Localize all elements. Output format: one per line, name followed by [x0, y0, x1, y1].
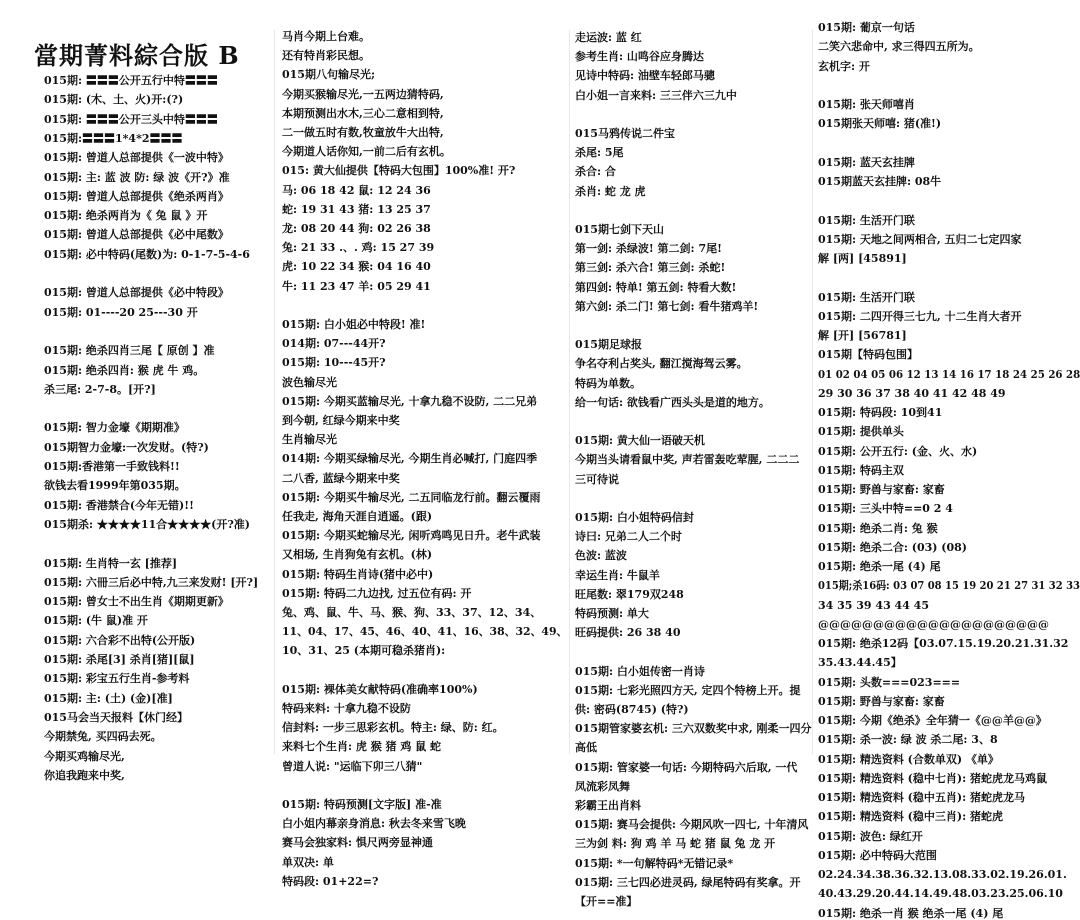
- text-line: 35.43.44.45】: [818, 656, 902, 670]
- text-line: 015期【特码包围】: [818, 348, 918, 362]
- text-line: 蛇: 19 31 43 猪: 13 25 37: [282, 202, 431, 216]
- text-line: 兔、鸡、鼠、牛、马、猴、狗、33、37、12、34、: [282, 606, 542, 619]
- text-line: 虎: 10 22 34 猴: 04 16 40: [282, 260, 431, 274]
- text-line: 015期: 必中特码大范围: [818, 848, 937, 862]
- text-line: 旺码提供: 26 38 40: [575, 626, 681, 640]
- text-line: 玄机字: 开: [818, 59, 870, 73]
- text-line: 015期: 香港禁合(今年无错)!!: [44, 498, 194, 512]
- text-line: 杀合: 合: [575, 165, 616, 179]
- text-line: 015期八句输尽光;: [282, 68, 376, 82]
- column-divider: [569, 30, 570, 754]
- text-line: 见诗中特码: 油壁车轻郎马骢: [575, 69, 715, 83]
- text-line: 幸运生肖: 牛鼠羊: [575, 568, 660, 582]
- text-line: 今期禁兔, 买四码去死。: [44, 730, 162, 744]
- text-line: 40.43.29.20.44.14.49.48.03.23.25.06.10: [818, 887, 1063, 901]
- text-line: 015期: 生活开门联: [818, 290, 915, 304]
- text-line: 争名夺利占奖头, 翻江搅海驾云雾。: [575, 357, 748, 371]
- text-line: 014期: 07---44开?: [282, 337, 386, 351]
- text-line: 29 30 36 37 38 40 41 42 48 49: [818, 386, 1006, 400]
- text-line: 015期: 彩宝五行生肖-参考料: [44, 672, 190, 686]
- text-line: 015期: 波色: 绿红开: [818, 829, 923, 843]
- text-line: 马肖今期上台难。: [282, 30, 370, 43]
- text-line: 015期:香港第一手致钱料!!: [44, 460, 180, 473]
- text-line: 015期: 绝杀二肖: 兔 猴: [818, 521, 938, 535]
- text-line: 015期: 蓝天玄挂牌: [818, 155, 915, 169]
- text-line: 兔: 21 33 .、. 鸡: 15 27 39: [282, 241, 435, 255]
- text-line: 015期;杀16码: 03 07 08 15 19 20 21 27 31 32 33: [818, 579, 1080, 593]
- text-line: 二八香, 蓝绿今期来中奖: [282, 471, 400, 485]
- text-line: 特码段: 01+22=?: [282, 874, 379, 888]
- text-line: 还有特肖彩民想。: [282, 49, 370, 63]
- text-line: 015期: 今期《绝杀》全年猜一《@@羊@@》: [818, 714, 1047, 727]
- text-line: 015期: 白小姐传密一肖诗: [575, 664, 705, 678]
- text-line: 015期: 二四开得三七九, 十二生肖大者开: [818, 309, 1022, 323]
- column-divider: [274, 30, 275, 754]
- text-line: 015期: 曾道人总部提供《一波中特》: [44, 151, 229, 165]
- text-line: 任我走, 海角天涯自逍遥。(跟): [282, 510, 433, 523]
- text-line: 015期: 绝杀12码【03.07.15.19.20.21.31.32: [818, 637, 1069, 650]
- text-line: 今期买猴输尽光,一五两边猜特码,: [282, 87, 444, 101]
- text-line: 015期: 主: 蓝 波 防: 绿 波《开?》准: [44, 170, 230, 184]
- text-line: 白小姐内幕亲身消息: 秋去冬来雪飞晚: [282, 817, 466, 831]
- text-line: 旺尾数: 翠179双248: [575, 587, 684, 601]
- text-line: 015期: 必中特码(尾数)为: 0-1-7-5-4-6: [44, 247, 250, 261]
- text-line: 015期: (牛 鼠)准 开: [44, 614, 148, 628]
- text-line: 015期张天师嘻: 猪(准!): [818, 117, 942, 131]
- text-line: 015期: 杀一波: 绿 波 杀二尾: 3、8: [818, 733, 998, 747]
- text-line: 015期: 曾道人总部提供《必中尾数》: [44, 228, 229, 242]
- text-line: 015期: 天地之间两相合, 五归二七定四家: [818, 232, 1022, 246]
- text-line: 015期: 特码主双: [818, 463, 904, 477]
- text-line: 015期: 三七四必进灵码, 绿尾特码有奖拿。开: [575, 875, 801, 889]
- text-line: 走运波: 蓝 红: [575, 31, 642, 44]
- text-line: 给一句话: 欲钱看广西头头是道的地方。: [575, 395, 770, 409]
- text-line: 015马会当天报料【休门经】: [44, 710, 188, 724]
- text-line: 015期: 特码段: 10到41: [818, 406, 943, 419]
- text-line: 01 02 04 05 06 12 13 14 16 17 18 24 25 26 28: [818, 367, 1080, 381]
- text-line: 第三剑: 杀六合! 第三剑: 杀蛇!: [575, 261, 726, 275]
- text-line: 015期: 管家婆一句话: 今期特码六后取, 一代: [575, 760, 798, 774]
- text-line: 34 35 39 43 44 45: [818, 598, 929, 612]
- text-line: 015期: 今期买牛输尽光, 二五同临龙行前。翻云覆雨: [282, 490, 541, 504]
- text-line: 马: 06 18 42 鼠: 12 24 36: [282, 183, 431, 197]
- text-line: 015: 黄大仙提供【特码大包围】100%准! 开?: [282, 164, 516, 178]
- page-title: 當期菁料綜合版 B: [34, 41, 240, 70]
- text-line: 02.24.34.38.36.32.13.08.33.02.19.26.01.: [818, 868, 1067, 881]
- text-line: 来料七个生肖: 虎 猴 猪 鸡 鼠 蛇: [282, 740, 442, 754]
- text-line: 牛: 11 23 47 羊: 05 29 41: [282, 279, 431, 293]
- text-line: 015期: 曾道人总部提供《必中特段》: [44, 286, 229, 300]
- text-line: 015期: 特码生肖诗(猪中必中): [282, 567, 434, 581]
- text-line: 第六剑: 杀二门! 第七剑: 看牛猪鸡羊!: [575, 299, 759, 313]
- text-line: 杀尾: 5尾: [575, 146, 624, 160]
- text-line: 015期: 绝杀四肖三尾【 原创 】准: [44, 344, 215, 358]
- text-line: 今期道人话你知,一前二后有玄机。: [282, 145, 451, 159]
- text-line: 015期: 生活开门联: [818, 213, 915, 227]
- text-line: 015期: 精选资料 (合数单双) 《单》: [818, 752, 999, 766]
- text-line: 又相场, 生肖狗兔有玄机。(林): [282, 548, 433, 562]
- text-line: 015期: *一句解特码*无错记录*: [575, 856, 734, 870]
- text-line: 第一剑: 杀绿波! 第二剑: 7尾!: [575, 242, 722, 256]
- text-line: 015期: 特码二九边找, 过五位有码: 开: [282, 586, 472, 600]
- text-line: 015期: 〓〓〓公开五行中特〓〓〓: [44, 74, 218, 87]
- text-line: 015期: 绝杀二合: (03) (08): [818, 540, 968, 554]
- text-line: 015期: 绝杀四肖: 猴 虎 牛 鸡。: [44, 363, 205, 377]
- text-line: 波色输尽光: [282, 375, 337, 389]
- text-line: 杀三尾: 2-7-8。[开?]: [44, 382, 156, 396]
- text-line: 015期: 公开五行: (金、火、水): [818, 444, 978, 458]
- text-line: 015期: 生肖特一玄 [推荐]: [44, 556, 178, 570]
- text-line: 10、31、25 (本期可稳杀猪肖):: [282, 644, 446, 658]
- text-line: 今期买鸡输尽光,: [44, 749, 125, 763]
- text-line: 11、04、17、45、46、40、41、16、38、32、49、: [282, 625, 568, 639]
- text-line: 015期: 〓〓〓公开三头中特〓〓〓: [44, 112, 218, 126]
- text-line: 015期足球报: [575, 338, 642, 352]
- text-line: 015期: 精选资料 (稳中七肖): 猪蛇虎龙马鸡鼠: [818, 771, 1047, 785]
- text-line: 015期: 绝杀两肖为《 兔 鼠 》开: [44, 209, 208, 223]
- text-line: 龙: 08 20 44 狗: 02 26 38: [282, 222, 431, 235]
- text-line: 二笑六悲命中, 求三得四五所为。: [818, 40, 980, 54]
- text-line: 015期管家婆玄机: 三六双数奖中求, 刚柔一四分: [575, 722, 812, 736]
- text-line: 曾道人说: "运临下卯三八猜": [282, 759, 423, 773]
- text-line: 杀肖: 蛇 龙 虎: [575, 184, 646, 198]
- text-line: 015期: 精选资料 (稳中三肖): 猪蛇虎: [818, 810, 1003, 824]
- text-line: 015期: 智力金壕《期期准》: [44, 421, 185, 435]
- text-line: 015期: 六合彩不出特(公开版): [44, 633, 196, 647]
- text-line: 【开==准】: [575, 895, 638, 908]
- text-line: 015期: 特码预测[文字版] 准-准: [282, 798, 442, 811]
- text-line: 单双决: 单: [282, 855, 334, 869]
- column-divider: [812, 30, 813, 754]
- text-line: 015期: 三头中特==0 2 4: [818, 502, 953, 516]
- text-line: 高低: [575, 741, 597, 755]
- text-line: 第四剑: 特单! 第五剑: 特看大数!: [575, 280, 737, 294]
- text-line: 014期: 今期买绿输尽光, 今期生肖必喊打, 门庭四季: [282, 452, 538, 466]
- text-line: 015期: 六冊三后必中特,九三来发财! [开?]: [44, 575, 259, 589]
- text-line: 赛马会独家料: 惧尺两旁显神通: [282, 836, 433, 850]
- text-line: 015期: 野兽与家畜: 家畜: [818, 694, 945, 708]
- text-line: 三为剑 料: 狗 鸡 羊 马 蛇 猪 鼠 兔 龙 开: [575, 837, 776, 851]
- text-line: 015期: (木、土、火)开:(?): [44, 93, 184, 107]
- text-line: @@@@@@@@@@@@@@@@@@@@@: [818, 617, 1049, 631]
- text-line: 015期: 曾道人总部提供《绝杀两肖》: [44, 189, 229, 203]
- text-line: 015期: 曾女士不出生肖《期期更新》: [44, 595, 229, 609]
- text-line: 特码来料: 十拿九稳不设防: [282, 702, 411, 715]
- text-line: 015期: 黄大仙一语破天机: [575, 434, 705, 448]
- text-line: 015期: 裸体美女献特码(准确率100%): [282, 682, 478, 696]
- text-line: 供: 密码(8745) (特?): [575, 703, 689, 716]
- text-line: 诗曰: 兄弟二人二个时: [575, 530, 682, 544]
- text-line: 特码为单数。: [575, 376, 641, 390]
- text-line: 015期七剑下天山: [575, 223, 664, 236]
- text-line: 015期杀: ★★★★11合★★★★(开?准): [44, 517, 251, 531]
- text-line: 015期: 赛马会提供: 今期风吹一四七, 十年清风: [575, 818, 809, 832]
- text-line: 015期: 今期买蛇输尽光, 闲听鸡鸣见日升。老牛武装: [282, 529, 541, 543]
- text-line: 015期: 张天师嘻肖: [818, 98, 915, 111]
- text-line: 解 [两] [45891]: [818, 252, 907, 265]
- text-line: 015期: 主: (土) (金)[准]: [44, 691, 173, 705]
- text-line: 015期: 野兽与家畜: 家畜: [818, 483, 945, 496]
- text-line: 三可待说: [575, 472, 619, 486]
- text-line: 信封料: 一步三思彩玄机。特主: 绿、防: 红。: [282, 721, 504, 735]
- text-line: 015期: 提供单头: [818, 425, 904, 439]
- text-line: 二一做五时有数,牧童放牛大出特,: [282, 126, 444, 139]
- text-line: 解 [开] [56781]: [818, 329, 907, 342]
- text-line: 015期智力金壕:一次发财。(特?): [44, 440, 209, 454]
- text-line: 015期: 01----20 25---30 开: [44, 305, 198, 319]
- text-line: 彩霸王出肖料: [575, 799, 641, 812]
- text-line: 015期: 葡京一句话: [818, 21, 915, 34]
- text-line: 015期: 杀尾[3] 杀肖[猪][鼠]: [44, 653, 195, 666]
- text-line: 你追我跑来中奖,: [44, 768, 125, 782]
- text-line: 015期:〓〓〓1*4*2〓〓〓: [44, 131, 183, 145]
- text-line: 015期蓝天玄挂牌: 08牛: [818, 175, 942, 188]
- text-line: 015期: 精选资料 (稳中五肖): 猪蛇虎龙马: [818, 791, 1025, 804]
- text-line: 015期: 今期买蓝输尽光, 十拿九稳不设防, 二二兄弟: [282, 394, 538, 408]
- text-line: 015马鸦传说二件宝: [575, 127, 675, 140]
- text-line: 凤流彩凤舞: [575, 779, 630, 793]
- text-line: 015期: 头数===023===: [818, 675, 961, 689]
- text-line: 本期预测出水木,三心二意相到特,: [282, 106, 444, 120]
- text-line: 色波: 蓝波: [575, 549, 627, 563]
- text-line: 特码预测: 单大: [575, 607, 649, 620]
- text-line: 015期: 10---45开?: [282, 356, 386, 370]
- text-line: 参考生肖: 山鸣谷应身腾达: [575, 50, 704, 64]
- text-line: 015期: 白小姐特码信封: [575, 511, 694, 524]
- text-line: 欲钱去看1999年第035期。: [44, 479, 186, 493]
- text-line: 015期: 绝杀一尾 (4) 尾: [818, 560, 941, 573]
- text-line: 015期: 七彩光照四方天, 定四个特榜上开。提: [575, 683, 801, 697]
- text-line: 生肖输尽光: [282, 433, 337, 447]
- text-line: 到今朝, 红绿今期来中奖: [282, 414, 400, 427]
- text-line: 015期: 绝杀一肖 猴 绝杀一尾 (4) 尾: [818, 906, 1004, 920]
- text-line: 白小姐一言来料: 三三伴六三九中: [575, 88, 737, 102]
- text-line: 今期当头请看鼠中奖, 声若雷轰吃荤腥, 二二二: [575, 453, 800, 467]
- text-line: 015期: 白小姐必中特段! 准!: [282, 318, 426, 331]
